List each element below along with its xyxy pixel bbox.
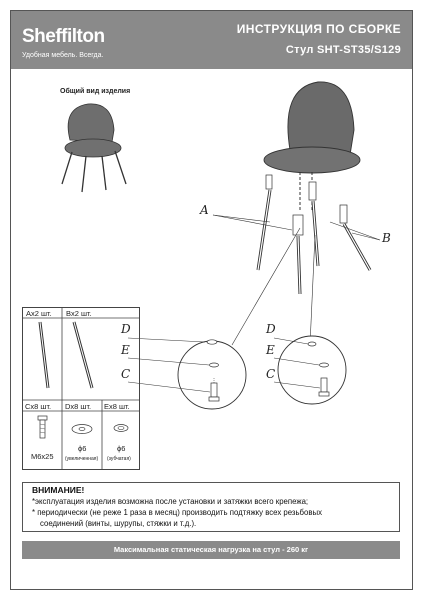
callout-a: A bbox=[200, 203, 209, 217]
attention-line-3: соединений (винты, шурупы, стяжки и т.д.). bbox=[40, 519, 197, 528]
overview-label: Общий вид изделия bbox=[60, 88, 131, 95]
part-e-note: (зубчатая) bbox=[107, 456, 131, 462]
detail-view-right bbox=[278, 336, 346, 404]
callout-e-left: E bbox=[121, 343, 130, 357]
callout-c-right: C bbox=[266, 367, 276, 381]
part-d-label: Dx8 шт. bbox=[65, 402, 92, 411]
attention-title: ВНИМАНИЕ! bbox=[32, 485, 85, 495]
page-title: ИНСТРУКЦИЯ ПО СБОРКЕ bbox=[236, 22, 401, 36]
part-e-size: ϕ6 bbox=[117, 444, 126, 453]
brand-logo: Sheffilton bbox=[22, 26, 105, 47]
overview-chair-illustration bbox=[62, 104, 126, 192]
attention-line-1: *эксплуатация изделия возможна после установки и затяжки всего крепежа; bbox=[32, 497, 309, 506]
max-load-note: Максимальная статическая нагрузка на стул - 260 кг bbox=[113, 545, 309, 554]
part-c-size: M6x25 bbox=[31, 452, 54, 461]
attention-line-2: * периодически (не реже 1 раза в месяц) производить подтяжку всех резьбовых bbox=[32, 508, 322, 517]
detail-view-left bbox=[178, 340, 246, 409]
brand-tagline: Удобная мебель. Всегда. bbox=[22, 52, 104, 59]
product-name: Стул SHT-ST35/S129 bbox=[285, 44, 401, 56]
part-a-label: Ax2 шт. bbox=[26, 309, 52, 318]
part-e-label: Ex8 шт. bbox=[104, 402, 130, 411]
part-d-size: ϕ6 bbox=[78, 444, 87, 453]
callout-d-right: D bbox=[266, 322, 276, 336]
part-c-label: Cx8 шт. bbox=[25, 402, 52, 411]
part-d-note: (увеличенная) bbox=[65, 456, 99, 462]
callout-e-right: E bbox=[266, 343, 275, 357]
callout-b: B bbox=[382, 231, 391, 245]
part-b-label: Bx2 шт. bbox=[66, 309, 92, 318]
callout-d-left: D bbox=[121, 322, 131, 336]
leg-b-illustration bbox=[309, 182, 370, 270]
callout-c-left: C bbox=[121, 367, 131, 381]
